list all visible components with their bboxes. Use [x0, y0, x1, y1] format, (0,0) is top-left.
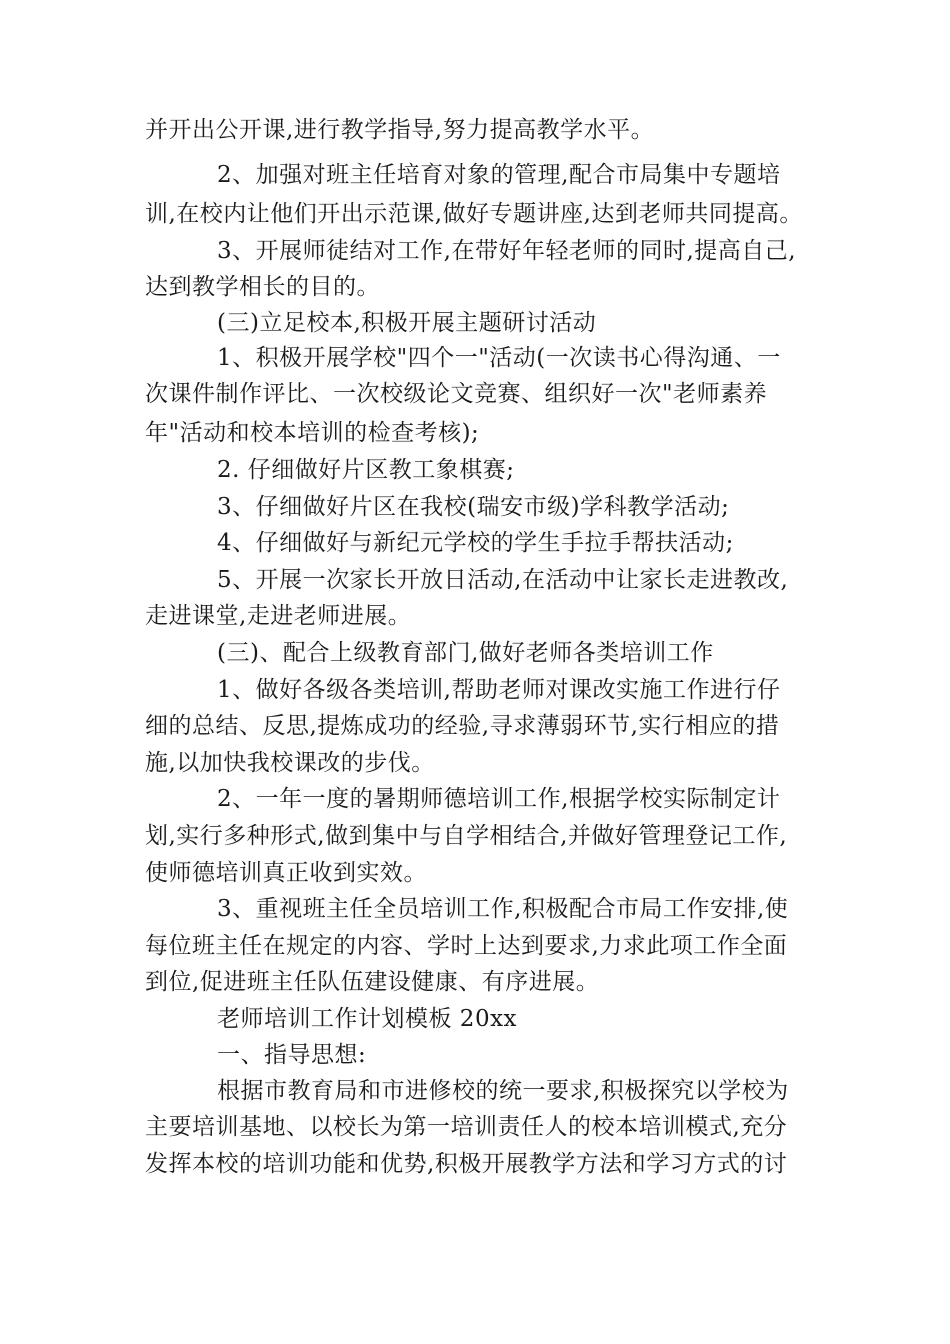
text-line: 细的总结、反思,提炼成功的经验,寻求薄弱环节,实行相应的措: [145, 713, 780, 739]
text-line: 1、积极开展学校"四个一"活动(一次读书心得沟通、一: [217, 345, 781, 371]
text-line: 主要培训基地、以校长为第一培训责任人的校本培训模式,充分: [145, 1114, 788, 1140]
section-heading: 一、指导思想:: [217, 1042, 367, 1068]
text-line: 使师德培训真正收到实效。: [145, 860, 427, 886]
text-line: 达到教学相长的目的。: [145, 274, 380, 300]
text-line: 2、一年一度的暑期师德培训工作,根据学校实际制定计: [217, 786, 781, 812]
text-line: 3、仔细做好片区在我校(瑞安市级)学科教学活动;: [217, 494, 730, 520]
text-line: 1、做好各级各类培训,帮助老师对课改实施工作进行仔: [217, 677, 781, 703]
text-line: 走进课堂,走进老师进展。: [145, 603, 412, 629]
text-line: 次课件制作评比、一次校级论文竞赛、组织好一次"老师素养: [145, 381, 768, 407]
text-line: 根据市教育局和市进修校的统一要求,积极探究以学校为: [217, 1078, 789, 1104]
document-title: 老师培训工作计划模板 20xx: [217, 1006, 518, 1032]
text-line: 到位,促进班主任队伍建设健康、有序进展。: [145, 969, 600, 995]
section-heading: (三)立足校本,积极开展主题研讨活动: [217, 310, 597, 336]
text-line: 发挥本校的培训功能和优势,积极开展教学方法和学习方式的讨: [145, 1151, 788, 1177]
text-line: 年"活动和校本培训的检查考核);: [145, 420, 480, 446]
text-line: 施,以加快我校课改的步伐。: [145, 750, 435, 776]
text-line: 4、仔细做好与新纪元学校的学生手拉手帮扶活动;: [217, 530, 734, 556]
text-line: 5、开展一次家长开放日活动,在活动中让家长走进教改,: [217, 567, 789, 593]
text-line: 3、开展师徒结对工作,在带好年轻老师的同时,提高自己,: [217, 238, 797, 264]
text-line: 2、加强对班主任培育对象的管理,配合市局集中专题培: [217, 162, 781, 188]
section-heading: (三)、配合上级教育部门,做好老师各类培训工作: [217, 640, 714, 666]
text-line: 划,实行多种形式,做到集中与自学相结合,并做好管理登记工作,: [145, 823, 788, 849]
text-line: 每位班主任在规定的内容、学时上达到要求,力求此项工作全面: [145, 933, 788, 959]
text-line: 2. 仔细做好片区教工象棋赛;: [217, 457, 515, 483]
text-line: 训,在校内让他们开出示范课,做好专题讲座,达到老师共同提高。: [145, 201, 803, 227]
text-line: 3、重视班主任全员培训工作,积极配合市局工作安排,使: [217, 896, 789, 922]
text-line: 并开出公开课,进行教学指导,努力提高教学水平。: [145, 117, 655, 143]
